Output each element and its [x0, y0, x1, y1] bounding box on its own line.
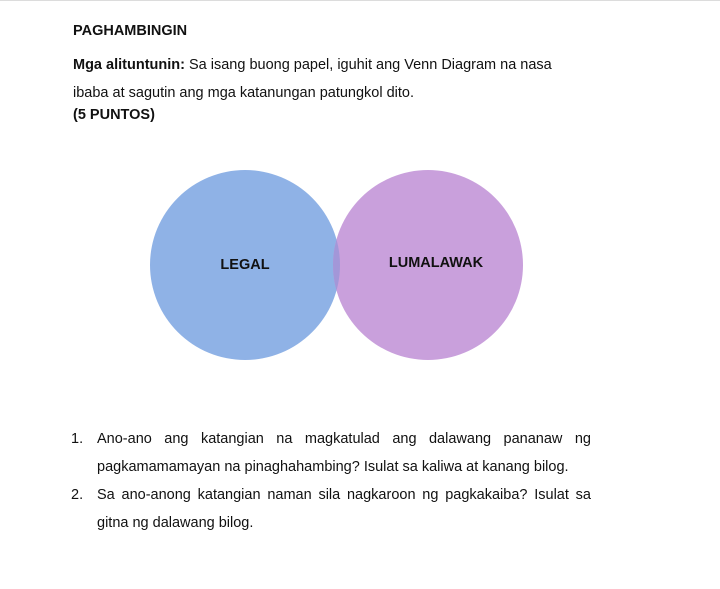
instructions-lead: Mga alituntunin:	[73, 57, 185, 73]
venn-diagram	[150, 156, 530, 374]
question-number: 1.	[71, 431, 84, 447]
question-item	[71, 481, 591, 537]
page-title: PAGHAMBINGIN	[73, 23, 188, 39]
instructions-paragraph	[73, 51, 583, 107]
points-label: (5 PUNTOS)	[73, 107, 155, 123]
question-item	[71, 425, 591, 481]
question-text: Ano-ano ang katangian na magkatulad ang dalawang pananaw ng pagkamamamayan na pinaghahambing? Isulat sa kaliwa at kanang bilog.	[97, 431, 591, 475]
venn-right-label: LUMALAWAK	[388, 254, 484, 271]
question-text: Sa ano-anong katangian naman sila nagkaroon ng pagkakaiba? Isulat sa gitna ng dalawang bilog.	[97, 487, 591, 531]
question-list	[71, 425, 591, 537]
venn-left-label: LEGAL	[220, 256, 270, 273]
question-number: 2.	[71, 487, 84, 503]
instructions-text: Sa isang buong papel, iguhit ang Venn Diagram na nasa ibaba at sagutin ang mga katanungan patungkol dito.	[73, 57, 552, 101]
